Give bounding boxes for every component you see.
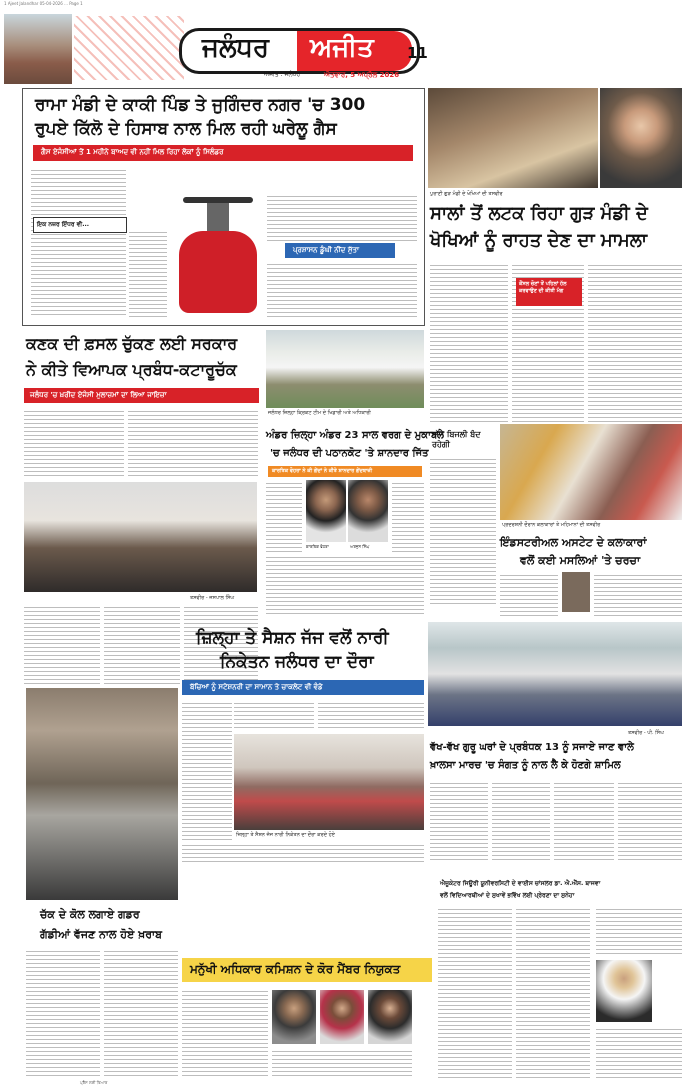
khalsa-credit: ਤਸਵੀਰ - ਪੀ. ਸਿੰਘ [628,730,664,736]
wheat-credit: ਤਸਵੀਰ - ਜਸਪਾਲ ਸਿੰਘ [190,595,235,601]
gas-cylinder-photo [173,185,263,317]
khalsa-headline-2: ਖ਼ਾਲਸਾ ਮਾਰਚ 'ਚ ਸੰਗਤ ਨੂੰ ਨਾਲ ਲੈ ਕੇ ਹੋਣਗੇ ਸ਼ਾਮਿਲ [430,760,621,771]
cricket-name-1: ਕਾਰਤਿਕ ਵੋਹਰਾ [306,544,329,549]
gas-body-col-4 [267,261,417,317]
masthead-date: ਐਤਵਾਰ, 5 ਅਪ੍ਰੈਲ 2026 [324,71,400,79]
gas-strap: ਗੈਸ ਏਜੰਸੀਆਂ ਤੋਂ 1 ਮਹੀਨੇ ਬਾਅਦ ਵੀ ਨਹੀਂ ਮਿਲ ਰਿਹਾ ਲੋਕਾਂ ਨੂੰ ਸਿਲੰਡਰ [33,145,413,161]
judge-headline-2: ਨਿਕੇਤਨ ਜਲੰਧਰ ਦਾ ਦੌਰਾ [220,652,374,672]
mandi-headline-1: ਸਾਲਾਂ ਤੋਂ ਲਟਕ ਰਿਹਾ ਗੁੜ ਮੰਡੀ ਦੇ [430,203,648,224]
judge-body-col-2 [234,700,314,730]
exhibition-caption: ਪ੍ਰਦਰਸ਼ਨੀ ਦੌਰਾਨ ਕਲਾਕਾਰਾਂ ਤੇ ਮਹਿਮਾਨਾਂ ਦੀ ਤਸਵੀਰ [502,522,601,528]
gas-headline-1: ਰਾਮਾ ਮੰਡੀ ਦੇ ਕਾਕੀ ਪਿੰਡ ਤੇ ਜੁਗਿੰਦਰ ਨਗਰ 'ਚ 300 [35,95,366,115]
cricket-team-photo [266,330,424,408]
university-body-col-4 [596,1026,682,1078]
cricket-player-photo-2 [348,480,388,542]
khalsa-photo [428,622,682,726]
member-photo-3 [368,990,412,1044]
masthead-building-photo [4,14,72,84]
cricket-name-2: ਅਰਜੁਨ ਸਿੰਘ [350,544,370,549]
girder-photo [26,688,178,900]
cricket-headline-1: ਅੰਡਰ ਜ਼ਿਲ੍ਹਾ ਅੰਡਰ 23 ਸਾਲ ਵਰਗ ਦੇ ਮੁਕਾਬਲੇ [266,430,444,441]
mandi-body-col-1 [430,262,508,422]
page-footer: ਪ੍ਰੈੱਸ ਲਈ ਤਿਆਰ [80,1080,108,1085]
member-photo-2 [320,990,364,1044]
girder-headline-1: ਚੱਕ ਦੇ ਕੋਲ ਲਗਾਏ ਗਡਰ [40,908,140,921]
wheat-body-col-4 [104,604,180,684]
gas-body-col-3 [267,193,417,241]
human-rights-body-col-1 [182,988,268,1078]
exhibition-body-col-1 [500,572,558,616]
mandi-quote-box: ਕੌਂਸਲ ਚੋਣਾਂ ਤੋਂ ਪਹਿਲਾਂ ਹੱਲ ਕਰਵਾਉਣ ਦੀ ਕੀਤੀ ਮੰਗ [516,278,582,306]
khalsa-body-col-4 [618,780,682,860]
gas-headline-2: ਰੁਪਏ ਕਿੱਲੋ ਦੇ ਹਿਸਾਬ ਨਾਲ ਮਿਲ ਰਹੀ ਘਰੇਲੂ ਗੈਸ [35,119,337,139]
gas-tag: ਇਕ ਨਜ਼ਰ ਇੱਧਰ ਵੀ... [33,217,127,233]
khalsa-body-col-3 [554,780,614,860]
wheat-meeting-photo [24,482,257,592]
khalsa-headline-1: ਵੱਖ-ਵੱਖ ਗੁਰੂ ਘਰਾਂ ਦੇ ਪ੍ਰਬੰਧਕ 13 ਨੂੰ ਸਜਾਏ ਜਾਣ ਵਾਲੇ [430,742,634,753]
exhibition-thumb [562,572,590,612]
university-headline-2: ਵਲੋਂ ਵਿਦਿਆਰਥੀਆਂ ਦੇ ਸੁਖਾਵੇਂ ਭਵਿੱਖ ਲਈ ਪ੍ਰੇਰਣਾ ਦਾ ਸੁਨੇਹਾ [440,892,575,899]
masthead-subline: ਅਜੀਤ : ਜਲੰਧਰ [264,71,301,78]
university-headline-1: ਐਜੂਕੇਟਰ ਜਿਊਰੀ ਯੂਨੀਵਰਸਿਟੀ ਦੇ ਵਾਈਸ ਚਾਂਸਲਰ ਡਾ. ਐ.ਐੱਸ. ਬਾਜਵਾ [440,880,601,887]
wheat-strap: ਜਲੰਧਰ 'ਚ ਖ਼ਰੀਦ ਏਜੰਸੀ ਮੁਲਾਜ਼ਮਾਂ ਦਾ ਲਿਆ ਜਾਇਜ਼ਾ [24,388,259,403]
girder-headline-2: ਗੱਡੀਆਂ ਵੱਜਣ ਨਾਲ ਹੋਏ ਖ਼ਰਾਬ [40,928,163,941]
masthead [4,14,428,84]
masthead-pattern [74,16,184,80]
judge-body-col-1 [182,700,232,840]
gas-body-col-2 [129,229,167,317]
cricket-player-photo-1 [306,480,346,542]
wheat-headline-1: ਕਣਕ ਦੀ ਫ਼ਸਲ ਚੁੱਕਣ ਲਈ ਸਰਕਾਰ [26,334,238,353]
university-vc-photo [596,960,652,1022]
gas-admin-box: ਪ੍ਰਸ਼ਾਸਨ ਡੂੰਘੀ ਨੀਂਦ ਸੁੱਤਾ [285,243,395,258]
judge-headline-1: ਜ਼ਿਲ੍ਹਾ ਤੇ ਸੈਸ਼ਨ ਜੱਜ ਵਲੋਂ ਨਾਰੀ [196,628,389,648]
judge-visit-photo [234,734,424,830]
mandi-headline-2: ਖੋਖਿਆਂ ਨੂੰ ਰਾਹਤ ਦੇਣ ਦਾ ਮਾਮਲਾ [430,230,648,251]
cricket-headline-2: 'ਚ ਜਲੰਧਰ ਦੀ ਪਠਾਨਕੋਟ 'ਤੇ ਸ਼ਾਨਦਾਰ ਜਿੱਤ [270,448,429,459]
page-number: 11 [407,44,428,62]
judge-strap: ਬੱਚਿਆਂ ਨੂੰ ਸਟੇਸ਼ਨਰੀ ਦਾ ਸਾਮਾਨ ਤੇ ਚਾਕਲੇਟ ਵੀ ਵੰਡੇ [182,680,424,695]
gas-body-col-1 [31,167,126,317]
mandi-photo-1 [428,88,598,188]
judge-body-col-4 [182,842,424,862]
human-rights-banner: ਮਨੁੱਖੀ ਅਧਿਕਾਰ ਕਮਿਸ਼ਨ ਦੇ ਕੋਰ ਮੈਂਬਰ ਨਿਯੁਕਤ [182,958,432,982]
khalsa-body-col-1 [430,780,488,860]
judge-body-col-3 [318,700,424,730]
masthead-title-left: ਜਲੰਧਰ [202,33,270,63]
exhibition-body-col-2 [594,572,682,616]
university-body-col-2 [516,906,590,1078]
girder-body-col-1 [26,948,100,1078]
university-body-col-1 [438,906,512,1078]
masthead-logo [179,28,420,74]
cricket-photo-caption: ਜਲੰਧਰ ਜ਼ਿਲ੍ਹਾ ਕ੍ਰਿਕਟ ਟੀਮ ਦੇ ਖਿਡਾਰੀ ਅਤੇ ਅਧਿਕਾਰੀ [268,410,371,416]
human-rights-body-col-2 [272,1048,412,1078]
exhibition-headline-2: ਵਲੋਂ ਕਈ ਮਸਲਿਆਂ 'ਤੇ ਚਰਚਾ [520,554,641,567]
mandi-body-col-3 [588,262,682,422]
masthead-title-right: ਅਜੀਤ [310,33,374,63]
wheat-body-col-2 [128,408,258,478]
university-body-col-3 [596,906,682,956]
mini-headline: ਅੱਜ ਬਿਜਲੀ ਬੰਦ ਰਹੇਗੀ [432,430,481,449]
cricket-strap: ਕਾਰਤਿਕ ਵੋਹਰਾ ਨੇ ਕੀ ਗੇਂਦਾਂ ਨੇ ਕੀਤੇ ਸ਼ਾਨਦਾਰ ਗੇਂਦਬਾਜ਼ੀ [268,466,422,477]
gas-story [22,88,425,326]
member-photo-1 [272,990,316,1044]
exhibition-photo [500,424,682,520]
exhibition-headline-1: ਇੰਡਸਟਰੀਅਲ ਅਸਟੇਟ ਦੇ ਕਲਾਕਾਰਾਂ [500,536,647,549]
print-header: 1 Ajeet Jalandhar 05-04-2026 ... Page 1 [4,1,83,6]
wheat-body-col-3 [24,604,100,684]
cricket-body-col-3 [266,554,424,614]
judge-caption: ਜ਼ਿਲ੍ਹਾ ਤੇ ਸੈਸ਼ਨ ਜੱਜ ਨਾਰੀ ਨਿਕੇਤਨ ਦਾ ਦੌਰਾ ਕਰਦੇ ਹੋਏ [236,832,335,838]
mandi-caption: ਪੁਰਾਣੀ ਗੁੜ ਮੰਡੀ ਦੇ ਖੋਖਿਆਂ ਦੀ ਤਸਵੀਰ [430,191,503,197]
wheat-headline-2: ਨੇ ਕੀਤੇ ਵਿਆਪਕ ਪ੍ਰਬੰਧ-ਕਟਾਰੂਚੱਕ [26,360,237,379]
mandi-photo-2 [600,88,682,188]
mini-body [430,456,496,606]
khalsa-body-col-2 [492,780,550,860]
wheat-body-col-1 [24,408,124,478]
girder-body-col-2 [104,948,178,1078]
